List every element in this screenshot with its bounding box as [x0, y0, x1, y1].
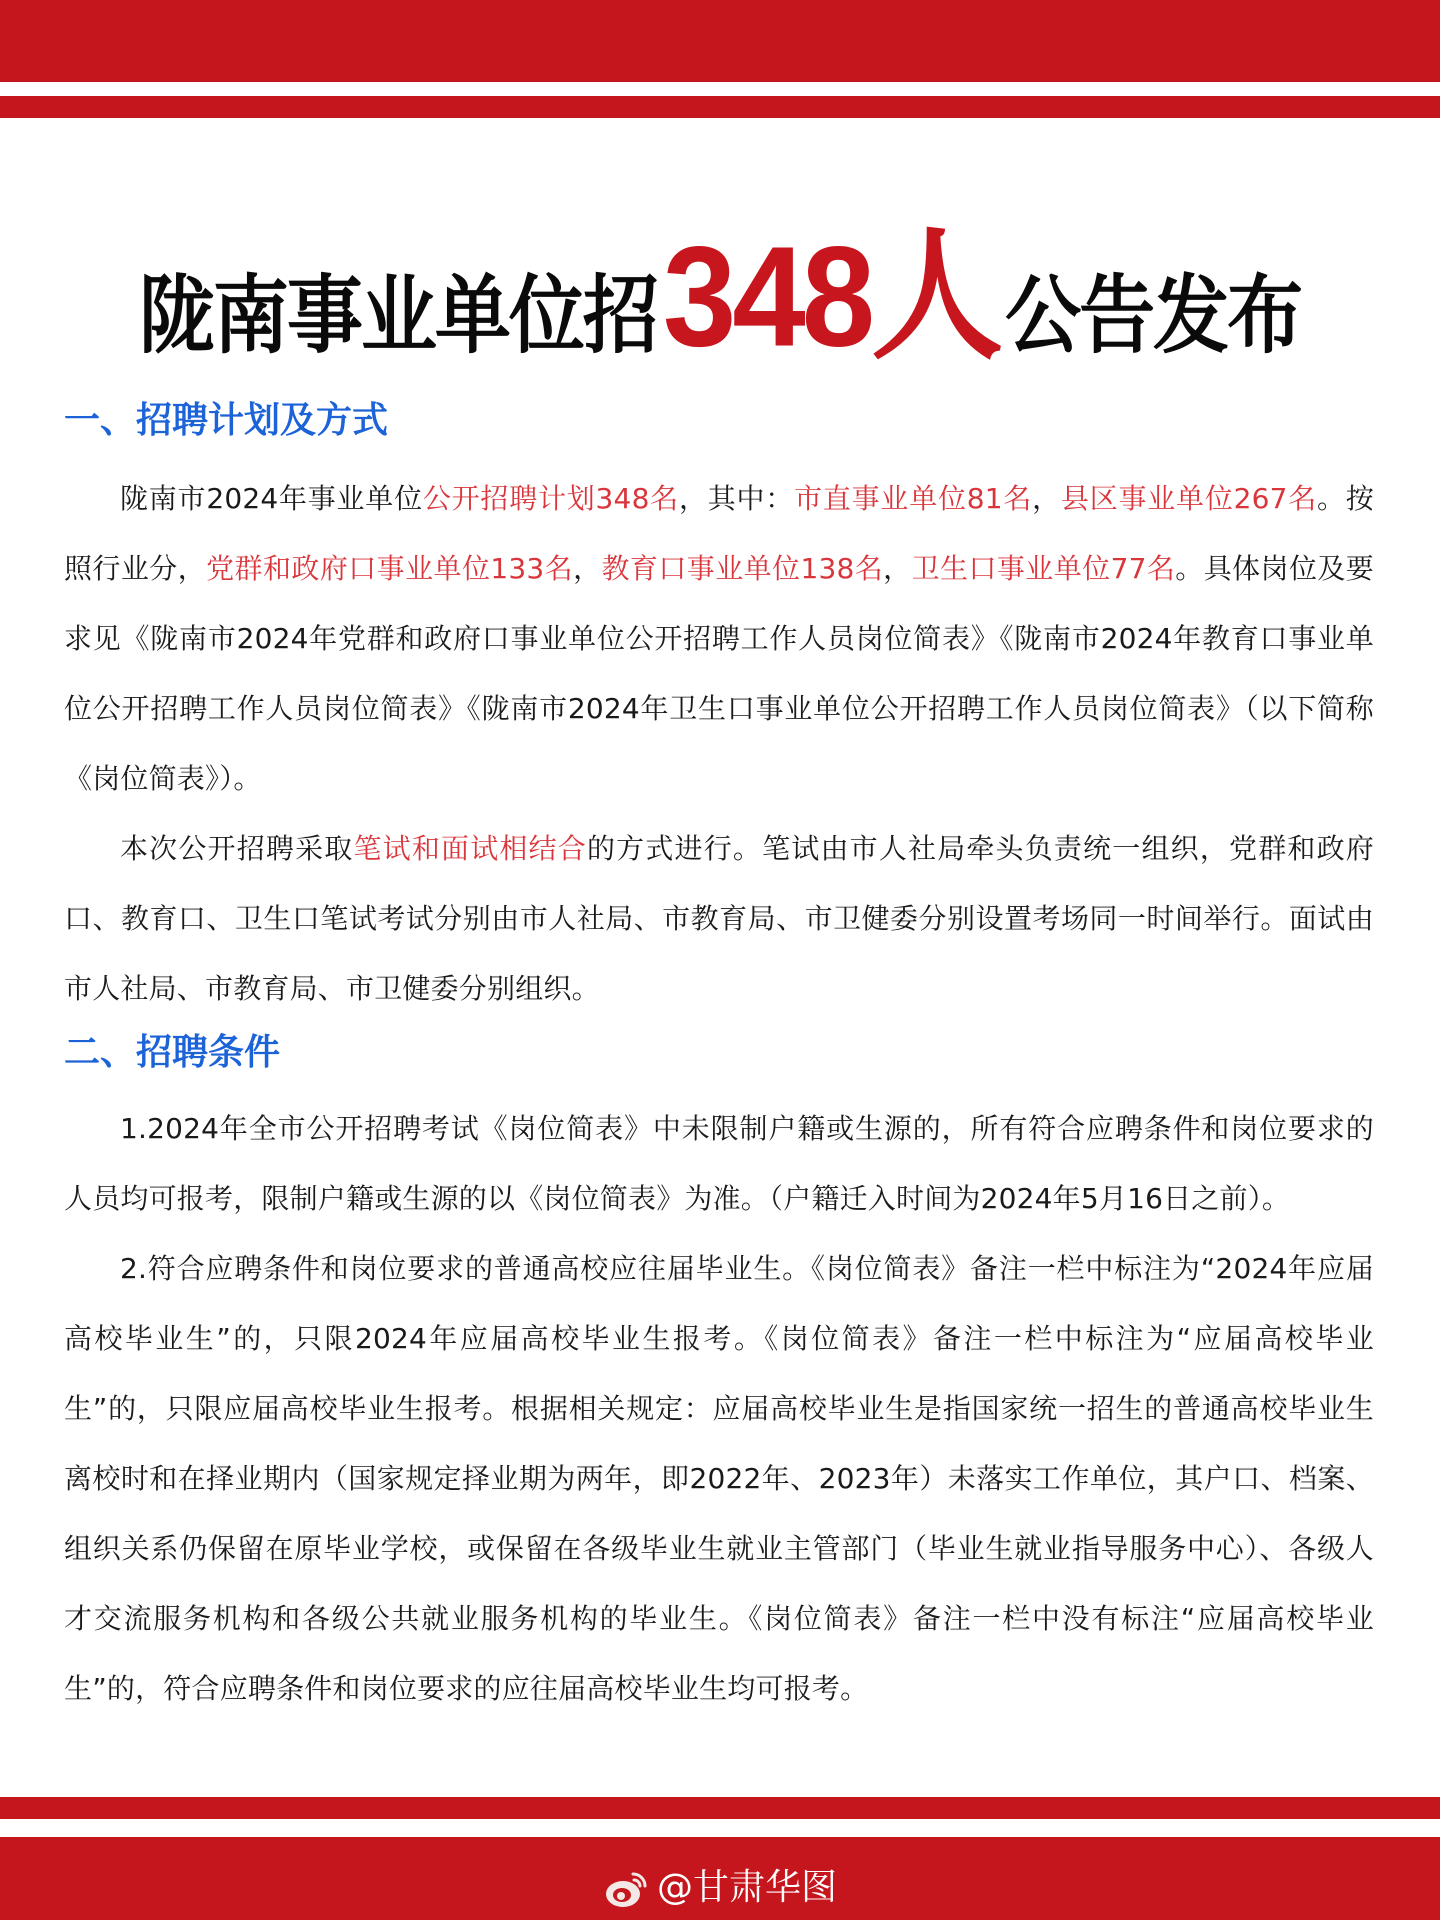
bottom-red-stripe	[0, 1797, 1440, 1819]
section-heading-conditions: 二、招聘条件	[64, 1032, 281, 1073]
text-segment: 。具体岗位及要求见《陇南市2024年党群和政府口事业单位公开招聘工作人员岗位简表》《陇南市2024年教育口事业单位公开招聘工作人员岗位简表》《陇南市2024年卫生口事业单位公开招聘工作人员岗位简表》（以下简称《岗位简表》）。	[64, 552, 1375, 795]
announcement-body	[64, 392, 1374, 1724]
text-segment: 的方式进行。笔试由市人社局牵头负责统一组织，党群和政府口、教育口、卫生口笔试考试分别由市人社局、市教育局、市卫健委分别设置考场同一时间举行。面试由市人社局、市教育局、市卫健委分别组织。	[64, 832, 1374, 1005]
weibo-icon	[603, 1866, 653, 1910]
text-segment: ，	[883, 552, 912, 585]
highlight-party-gov-quota: 党群和政府口事业单位133名	[206, 552, 574, 585]
text-segment: ，其中：	[678, 482, 795, 515]
paragraph-condition-1	[64, 1094, 1374, 1234]
top-red-stripe	[0, 96, 1440, 118]
page-title	[0, 189, 1440, 379]
highlight-exam-method: 笔试和面试相结合	[353, 832, 587, 865]
highlight-education-quota: 教育口事业单位138名	[601, 552, 884, 585]
highlight-city-quota: 市直事业单位81名	[794, 482, 1033, 515]
text-segment: 1.2024年全市公开招聘考试《岗位简表》中未限制户籍或生源的，所有符合应聘条件和岗位要求的人员均可报考，限制户籍或生源的以《岗位简表》为准。（户籍迁入时间为2024年5月16日之前）。	[64, 1112, 1374, 1215]
highlight-health-quota: 卫生口事业单位77名	[911, 552, 1176, 585]
top-red-band	[0, 0, 1440, 82]
paragraph-exam-method	[64, 814, 1374, 1024]
paragraph-condition-2	[64, 1234, 1374, 1724]
title-suffix: 公告发布	[1005, 265, 1302, 366]
text-segment: 2.符合应聘条件和岗位要求的普通高校应往届毕业生。《岗位简表》备注一栏中标注为“2024年应届高校毕业生”的，只限2024年应届高校毕业生报考。《岗位简表》备注一栏中标注为“应届高校毕业生”的，只限应届高校毕业生报考。根据相关规定：应届高校毕业生是指国家统一招生的普通高校毕业生离校时和在择业期内（国家规定择业期为两年，即2022年、2023年）未落实工作单位，其户口、档案、组织关系仍保留在原毕业学校，或保留在各级毕业生就业主管部门（毕业生就业指导服务中心）、各级人才交流服务机构和各级公共就业服务机构的毕业生。《岗位简表》备注一栏中没有标注“应届高校毕业生”的，符合应聘条件和岗位要求的应往届高校毕业生均可报考。	[64, 1252, 1374, 1705]
section-heading-plan: 一、招聘计划及方式	[64, 400, 389, 441]
text-segment: ，	[573, 552, 602, 585]
text-segment: 本次公开招聘采取	[120, 832, 354, 865]
footer-watermark	[0, 1866, 1440, 1910]
paragraph-plan-quota	[64, 464, 1374, 814]
highlight-county-quota: 县区事业单位267名	[1060, 482, 1317, 515]
text-segment: ，	[1032, 482, 1061, 515]
title-prefix: 陇南事业单位招	[138, 265, 657, 366]
footer-handle: @甘肃华图	[656, 1867, 837, 1908]
highlight-total-quota: 公开招聘计划348名	[422, 482, 679, 515]
text-segment: 陇南市2024年事业单位	[120, 482, 423, 515]
title-number: 348人	[662, 217, 1000, 377]
text-segment: 。按照行业分，	[64, 482, 1374, 585]
